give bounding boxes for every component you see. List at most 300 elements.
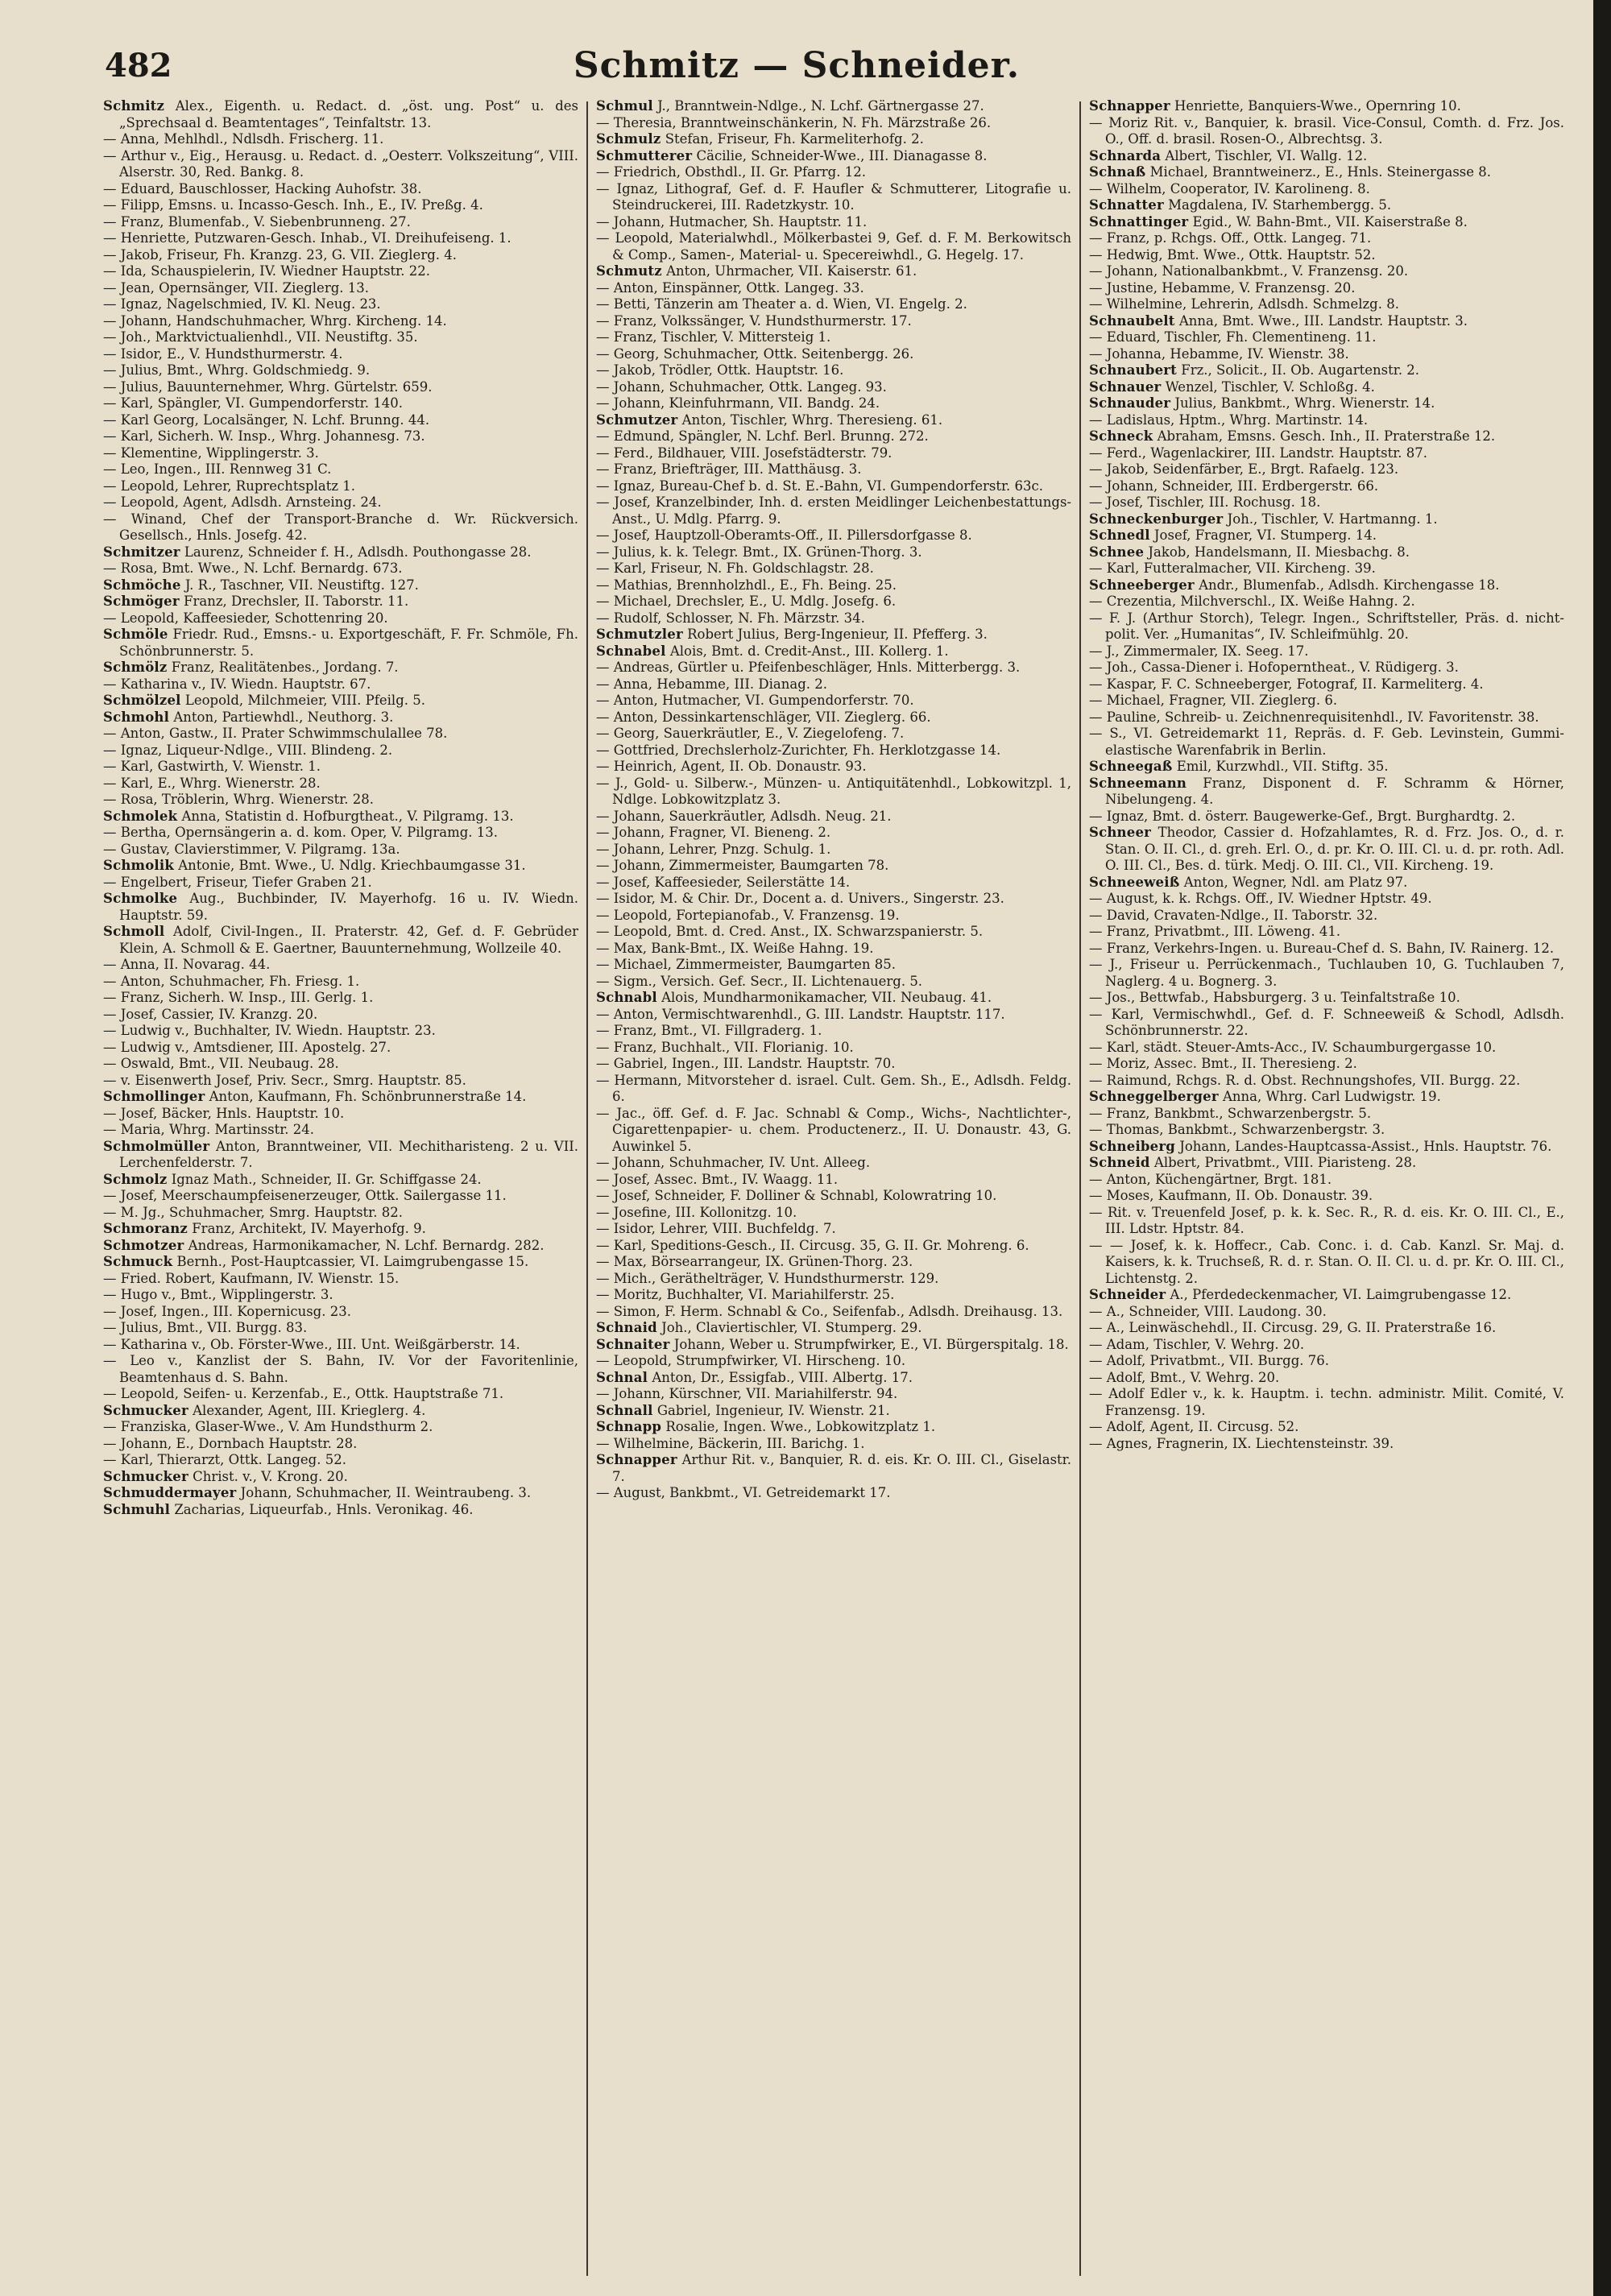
entry-text: — Simon, F. Herm. Schnabl & Co., Seifenfab., Adlsdh. Dreihausg. 13. bbox=[596, 1303, 1063, 1319]
directory-entry bbox=[1089, 1337, 1564, 1354]
entry-text: — Jos., Bettwfab., Habsburgerg. 3 u. Teinfaltstraße 10. bbox=[1089, 990, 1460, 1005]
entry-text: — — Josef, k. k. Hoffecr., Cab. Conc. i. d. Cab. Kanzl. Sr. Maj. d. Kaisers, k. k. Truchseß, R. d. r. Stan. O. II. Cl. u. d. pr. Kr. O. III. Cl., Lichtenstg. 2. bbox=[1089, 1237, 1564, 1286]
directory-entry bbox=[103, 148, 578, 181]
entry-surname: Schmolek bbox=[103, 808, 178, 824]
directory-entry bbox=[596, 941, 1071, 958]
directory-entry bbox=[1089, 412, 1564, 429]
entry-text: Franz, Architekt, IV. Mayerhofg. 9. bbox=[192, 1221, 426, 1236]
directory-entry bbox=[103, 577, 578, 594]
directory-entry bbox=[1089, 478, 1564, 495]
entry-surname: Schnapper bbox=[1089, 98, 1170, 114]
directory-entry bbox=[103, 1056, 578, 1073]
directory-entry bbox=[596, 230, 1071, 263]
directory-entry bbox=[103, 858, 578, 875]
entry-text: Gabriel, Ingenieur, IV. Wienstr. 21. bbox=[656, 1402, 890, 1418]
entry-text: Aug., Buchbinder, IV. Mayerhofg. 16 u. IV. Wiedn. Hauptstr. 59. bbox=[119, 891, 578, 923]
directory-entry bbox=[103, 759, 578, 776]
entry-text: — Georg, Sauerkräutler, E., V. Ziegelofeng. 7. bbox=[596, 726, 905, 741]
entry-text: — Leopold, Fortepianofab., V. Franzensg. 19. bbox=[596, 907, 900, 923]
directory-entry bbox=[103, 1337, 578, 1354]
entry-text: — Katharina v., Ob. Förster-Wwe., III. Unt. Weißgärberstr. 14. bbox=[103, 1336, 520, 1352]
directory-entry bbox=[1089, 1073, 1564, 1090]
directory-entry bbox=[596, 131, 1071, 148]
entry-text: — J., Zimmermaler, IX. Seeg. 17. bbox=[1089, 643, 1309, 659]
entry-surname: Schmölz bbox=[103, 660, 168, 675]
entry-text: — Jakob, Friseur, Fh. Kranzg. 23, G. VII. Zieglerg. 4. bbox=[103, 246, 458, 263]
directory-entry bbox=[596, 1023, 1071, 1040]
directory-entry bbox=[103, 98, 578, 131]
column-middle bbox=[596, 98, 1071, 2281]
directory-entry bbox=[103, 263, 578, 280]
entry-surname: Schneck bbox=[1089, 428, 1153, 444]
directory-entry bbox=[1089, 776, 1564, 809]
entry-text: Joh., Tischler, V. Hartmanng. 1. bbox=[1227, 511, 1438, 527]
directory-entry bbox=[103, 247, 578, 264]
directory-entry bbox=[1089, 230, 1564, 247]
entry-text: — Johann, Schuhmacher, Ottk. Langeg. 93. bbox=[596, 379, 887, 395]
entry-text: Alois, Mundharmonikamacher, VII. Neubaug. 41. bbox=[661, 990, 992, 1005]
entry-text: — Max, Bank-Bmt., IX. Weiße Hahng. 19. bbox=[596, 940, 874, 956]
directory-entry bbox=[1089, 445, 1564, 462]
directory-columns bbox=[103, 98, 1577, 2281]
directory-entry bbox=[596, 1155, 1071, 1172]
entry-text: — Anton, Küchengärtner, Brgt. 181. bbox=[1089, 1171, 1332, 1187]
entry-text: — Wilhelmine, Bäckerin, III. Barichg. 1. bbox=[596, 1435, 865, 1451]
entry-surname: Schnaubert bbox=[1089, 362, 1177, 378]
entry-text: Robert Julius, Berg-Ingenieur, II. Pfefferg. 3. bbox=[687, 627, 988, 642]
entry-text: — Johann, Hutmacher, Sh. Hauptstr. 11. bbox=[596, 213, 868, 230]
entry-text: — A., Leinwäschehdl., II. Circusg. 29, G. II. Praterstraße 16. bbox=[1089, 1320, 1497, 1335]
entry-text: Michael, Branntweinerz., E., Hnls. Steinergasse 8. bbox=[1149, 164, 1492, 180]
entry-text: — Hermann, Mitvorsteher d. israel. Cult. Gem. Sh., E., Adlsdh. Feldg. 6. bbox=[596, 1072, 1071, 1104]
entry-text: — Rudolf, Schlosser, N. Fh. Märzstr. 34. bbox=[596, 610, 865, 626]
directory-entry bbox=[1089, 313, 1564, 330]
column-divider bbox=[586, 101, 588, 2276]
directory-entry bbox=[596, 1056, 1071, 1073]
entry-text: — Franz, Verkehrs-Ingen. u. Bureau-Chef d. S. Bahn, IV. Rainerg. 12. bbox=[1089, 940, 1555, 956]
directory-entry bbox=[1089, 148, 1564, 165]
entry-text: — Leopold, Bmt. d. Cred. Anst., IX. Schwarzspanierstr. 5. bbox=[596, 924, 984, 939]
directory-entry bbox=[1089, 1007, 1564, 1040]
directory-entry bbox=[103, 1188, 578, 1205]
entry-surname: Schmucker bbox=[103, 1402, 188, 1418]
entry-text: — Eduard, Tischler, Fh. Clementineng. 11. bbox=[1089, 329, 1377, 345]
entry-text: Antonie, Bmt. Wwe., U. Ndlg. Kriechbaumgasse 31. bbox=[178, 858, 526, 873]
entry-text: — Rosa, Bmt. Wwe., N. Lchf. Bernardg. 673. bbox=[103, 561, 403, 576]
entry-text: — Jean, Opernsänger, VII. Zieglerg. 13. bbox=[103, 279, 369, 296]
directory-entry bbox=[596, 610, 1071, 627]
entry-text: — Franz, Bmt., VI. Fillgraderg. 1. bbox=[596, 1023, 822, 1038]
directory-entry bbox=[1089, 990, 1564, 1007]
directory-entry bbox=[1089, 1304, 1564, 1321]
directory-entry bbox=[103, 875, 578, 892]
entry-text: — Filipp, Emsns. u. Incasso-Gesch. Inh., E., IV. Preßg. 4. bbox=[103, 197, 483, 213]
entry-surname: Schnauder bbox=[1089, 395, 1171, 411]
entry-text: — Anton, Schuhmacher, Fh. Friesg. 1. bbox=[103, 973, 360, 989]
page-number: 482 bbox=[105, 47, 172, 85]
directory-entry bbox=[596, 1304, 1071, 1321]
directory-entry bbox=[1089, 709, 1564, 726]
entry-text: — J., Gold- u. Silberw.-, Münzen- u. Antiquitätenhdl., Lobkowitzpl. 1, Ndlge. Lobkowitzplatz 3. bbox=[596, 775, 1071, 807]
entry-text: — Josef, Meerschaumpfeisenerzeuger, Ottk. Sailergasse 11. bbox=[103, 1188, 507, 1203]
directory-entry bbox=[596, 148, 1071, 165]
directory-entry bbox=[103, 1089, 578, 1106]
entry-surname: Schmul bbox=[596, 98, 653, 114]
directory-entry bbox=[596, 478, 1071, 495]
entry-text: Anton, Kaufmann, Fh. Schönbrunnerstraße 14. bbox=[209, 1089, 527, 1104]
directory-entry bbox=[1089, 428, 1564, 445]
directory-entry bbox=[596, 676, 1071, 693]
entry-text: — Adolf Edler v., k. k. Hauptm. i. techn. administr. Milit. Comité, V. Franzensg. 19. bbox=[1089, 1386, 1564, 1418]
entry-surname: Schmoranz bbox=[103, 1221, 188, 1236]
entry-text: — Adolf, Agent, II. Circusg. 52. bbox=[1089, 1419, 1299, 1434]
entry-text: — Gustav, Clavierstimmer, V. Pilgramg. 13a. bbox=[103, 841, 400, 857]
directory-entry bbox=[1089, 594, 1564, 610]
entry-text: — Gottfried, Drechslerholz-Zurichter, Fh. Herklotzgasse 14. bbox=[596, 742, 1001, 758]
directory-entry bbox=[596, 660, 1071, 676]
directory-entry bbox=[596, 743, 1071, 759]
directory-entry bbox=[103, 809, 578, 825]
entry-surname: Schmuddermayer bbox=[103, 1485, 237, 1500]
directory-entry bbox=[103, 1073, 578, 1090]
directory-entry bbox=[1089, 1155, 1564, 1172]
directory-entry bbox=[596, 842, 1071, 858]
entry-text: J., Branntwein-Ndlge., N. Lchf. Gärtnergasse 27. bbox=[657, 98, 984, 114]
entry-text: — Raimund, Rchgs. R. d. Obst. Rechnungshofes, VII. Burgg. 22. bbox=[1089, 1072, 1521, 1088]
entry-text: — Leopold, Kaffeesieder, Schottenring 20. bbox=[103, 610, 388, 626]
entry-text: — Hedwig, Bmt. Wwe., Ottk. Hauptstr. 52. bbox=[1089, 246, 1376, 263]
directory-entry bbox=[103, 1238, 578, 1255]
directory-entry bbox=[1089, 1320, 1564, 1337]
entry-text: — Fried. Robert, Kaufmann, IV. Wienstr. 15. bbox=[103, 1270, 400, 1286]
entry-surname: Schnauer bbox=[1089, 379, 1162, 395]
entry-text: Franz, Drechsler, II. Taborstr. 11. bbox=[184, 594, 409, 609]
entry-text: — Ludwig v., Amtsdiener, III. Apostelg. 27. bbox=[103, 1039, 391, 1055]
running-head: Schmitz — Schneider. bbox=[573, 45, 1021, 86]
entry-text: — Franz, Volkssänger, V. Hundsthurmerstr. 17. bbox=[596, 312, 912, 329]
directory-entry bbox=[596, 263, 1071, 280]
entry-text: — Julius, Bmt., Whrg. Goldschmiedg. 9. bbox=[103, 362, 371, 378]
entry-text: — Adolf, Privatbmt., VII. Burgg. 76. bbox=[1089, 1353, 1330, 1368]
entry-text: — Franz, Privatbmt., III. Löweng. 41. bbox=[1089, 924, 1341, 939]
entry-text: A., Pferdedeckenmacher, VI. Laimgrubengasse 12. bbox=[1170, 1287, 1512, 1302]
entry-text: — Anton, Gastw., II. Prater Schwimmschulallee 78. bbox=[103, 726, 448, 741]
entry-text: — Karl, Vermischwhdl., Gef. d. F. Schneeweiß & Schodl, Adlsdh. Schönbrunnerstr. 22. bbox=[1089, 1006, 1564, 1038]
directory-entry bbox=[103, 1007, 578, 1024]
entry-text: — Karl, E., Whrg. Wienerstr. 28. bbox=[103, 775, 321, 791]
directory-entry bbox=[103, 1205, 578, 1222]
directory-entry bbox=[596, 1485, 1071, 1502]
entry-text: — Ladislaus, Hptm., Whrg. Martinstr. 14. bbox=[1089, 412, 1369, 428]
entry-surname: Schmutzer bbox=[596, 412, 678, 428]
entry-surname: Schnattinger bbox=[1089, 213, 1189, 230]
directory-entry bbox=[596, 1271, 1071, 1288]
entry-text: Josef, Fragner, VI. Stumperg. 14. bbox=[1153, 527, 1377, 543]
directory-entry bbox=[596, 1386, 1071, 1403]
directory-entry bbox=[1089, 1172, 1564, 1189]
entry-text: — Josef, Cassier, IV. Kranzg. 20. bbox=[103, 1006, 318, 1022]
entry-text: Anton, Uhrmacher, VII. Kaiserstr. 61. bbox=[666, 263, 917, 279]
directory-entry bbox=[596, 1337, 1071, 1354]
entry-text: — v. Eisenwerth Josef, Priv. Secr., Smrg. Hauptstr. 85. bbox=[103, 1072, 466, 1088]
directory-entry bbox=[596, 379, 1071, 396]
directory-entry bbox=[103, 610, 578, 627]
directory-entry bbox=[596, 494, 1071, 527]
entry-surname: Schmutz bbox=[596, 263, 662, 279]
entry-surname: Schneckenburger bbox=[1089, 511, 1224, 527]
entry-text: Johann, Landes-Hauptcassa-Assist., Hnls. Hauptstr. 76. bbox=[1179, 1138, 1552, 1154]
directory-entry bbox=[103, 1023, 578, 1040]
directory-entry bbox=[103, 346, 578, 363]
entry-surname: Schneegaß bbox=[1089, 759, 1173, 774]
entry-text: Wenzel, Tischler, V. Schloßg. 4. bbox=[1165, 379, 1375, 395]
entry-text: Anton, Branntweiner, VII. Mechitharisteng. 2 u. VII. Lerchenfelderstr. 7. bbox=[119, 1138, 578, 1170]
entry-text: — Anton, Dessinkartenschläger, VII. Zieglerg. 66. bbox=[596, 709, 931, 725]
directory-entry bbox=[596, 296, 1071, 313]
directory-entry bbox=[103, 792, 578, 809]
entry-text: — Theresia, Branntweinschänkerin, N. Fh. Märzstraße 26. bbox=[596, 114, 992, 130]
entry-text: — Henriette, Putzwaren-Gesch. Inhab., VI. Dreihufeiseng. 1. bbox=[103, 230, 511, 246]
entry-text: — Karl Georg, Localsänger, N. Lchf. Brunng. 44. bbox=[103, 412, 430, 428]
directory-entry bbox=[103, 743, 578, 759]
directory-entry bbox=[1089, 1188, 1564, 1205]
entry-text: — Rosa, Tröblerin, Whrg. Wienerstr. 28. bbox=[103, 792, 375, 807]
entry-text: Ignaz Math., Schneider, II. Gr. Schiffgasse 24. bbox=[171, 1171, 482, 1187]
directory-entry bbox=[1089, 726, 1564, 759]
directory-entry bbox=[1089, 825, 1564, 875]
entry-text: — Sigm., Versich. Gef. Secr., II. Lichtenauerg. 5. bbox=[596, 973, 923, 989]
entry-surname: Schmulz bbox=[596, 131, 661, 147]
entry-surname: Schmöche bbox=[103, 577, 181, 593]
directory-entry bbox=[1089, 1139, 1564, 1156]
directory-entry bbox=[1089, 577, 1564, 594]
directory-entry bbox=[596, 445, 1071, 462]
column-left bbox=[103, 98, 578, 2281]
entry-text: Franz, Disponent d. F. Schramm & Hörner, Nibelungeng. 4. bbox=[1105, 775, 1564, 807]
entry-text: — Agnes, Fragnerin, IX. Liechtensteinstr. 39. bbox=[1089, 1435, 1394, 1451]
directory-entry bbox=[596, 561, 1071, 577]
entry-text: — Karl, Sicherh. W. Insp., Whrg. Johannesg. 73. bbox=[103, 428, 425, 444]
directory-entry bbox=[1089, 1056, 1564, 1073]
directory-entry bbox=[103, 1353, 578, 1386]
directory-entry bbox=[596, 875, 1071, 892]
entry-surname: Schmohl bbox=[103, 709, 170, 725]
entry-text: — Leo v., Kanzlist der S. Bahn, IV. Vor der Favoritenlinie, Beamtenhaus d. S. Bahn. bbox=[103, 1353, 578, 1385]
directory-entry bbox=[1089, 809, 1564, 825]
entry-surname: Schmolmüller bbox=[103, 1138, 210, 1154]
directory-entry bbox=[103, 676, 578, 693]
directory-entry bbox=[596, 891, 1071, 908]
directory-entry bbox=[103, 181, 578, 198]
directory-entry bbox=[103, 197, 578, 214]
entry-text: Andreas, Harmonikamacher, N. Lchf. Bernardg. 282. bbox=[188, 1237, 545, 1253]
entry-surname: Schnapp bbox=[596, 1419, 662, 1434]
entry-text: Julius, Bankbmt., Whrg. Wienerstr. 14. bbox=[1174, 395, 1435, 411]
entry-surname: Schmöger bbox=[103, 594, 180, 609]
directory-entry bbox=[596, 214, 1071, 231]
entry-surname: Schnapper bbox=[596, 1452, 677, 1467]
directory-entry bbox=[103, 1254, 578, 1271]
directory-entry bbox=[103, 561, 578, 577]
page-header bbox=[0, 42, 1593, 90]
directory-entry bbox=[1089, 329, 1564, 346]
entry-text: Anton, Tischler, Whrg. Theresieng. 61. bbox=[681, 412, 943, 428]
directory-entry bbox=[596, 329, 1071, 346]
entry-surname: Schnee bbox=[1089, 544, 1145, 560]
directory-entry bbox=[103, 1221, 578, 1238]
entry-text: Leopold, Milchmeier, VIII. Pfeilg. 5. bbox=[184, 693, 425, 708]
directory-entry bbox=[596, 1419, 1071, 1436]
entry-text: Johann, Schuhmacher, II. Weintraubeng. 3. bbox=[240, 1485, 532, 1500]
directory-entry bbox=[1089, 1040, 1564, 1057]
directory-entry bbox=[596, 1106, 1071, 1156]
directory-entry bbox=[103, 709, 578, 726]
entry-text: Anna, Bmt. Wwe., III. Landstr. Hauptstr. 3. bbox=[1178, 312, 1468, 329]
entry-text: — Anna, Mehlhdl., Ndlsdh. Frischerg. 11. bbox=[103, 131, 384, 147]
entry-surname: Schmöle bbox=[103, 627, 168, 642]
directory-entry bbox=[1089, 1386, 1564, 1419]
directory-entry bbox=[1089, 296, 1564, 313]
entry-text: — Josef, Kranzelbinder, Inh. d. ersten Meidlinger Leichenbestattungs-Anst., U. Mdlg. Pfarrg. 9. bbox=[596, 494, 1071, 527]
entry-text: — Franziska, Glaser-Wwe., V. Am Hundsthurm 2. bbox=[103, 1419, 433, 1434]
directory-entry bbox=[103, 1403, 578, 1420]
directory-entry bbox=[103, 1122, 578, 1139]
directory-entry bbox=[103, 842, 578, 858]
entry-text: Arthur Rit. v., Banquier, R. d. eis. Kr. O. III. Cl., Giselastr. 7. bbox=[612, 1452, 1071, 1484]
entry-text: — Josef, Schneider, F. Dolliner & Schnabl, Kolowratring 10. bbox=[596, 1188, 997, 1203]
directory-entry bbox=[1089, 527, 1564, 544]
directory-entry bbox=[103, 494, 578, 511]
directory-entry bbox=[596, 115, 1071, 132]
directory-entry bbox=[103, 313, 578, 330]
entry-text: — Franz, Buchhalt., VII. Florianig. 10. bbox=[596, 1039, 854, 1055]
entry-text: — Bertha, Opernsängerin a. d. kom. Oper, V. Pilgramg. 13. bbox=[103, 825, 499, 840]
directory-entry bbox=[596, 362, 1071, 379]
directory-entry bbox=[596, 990, 1071, 1007]
entry-text: — Ludwig v., Buchhalter, IV. Wiedn. Hauptstr. 23. bbox=[103, 1023, 436, 1038]
entry-text: — Klementine, Wipplingerstr. 3. bbox=[103, 445, 319, 461]
directory-entry bbox=[103, 1419, 578, 1436]
entry-text: — Franz, Tischler, V. Mittersteig 1. bbox=[596, 329, 831, 345]
entry-text: — S., VI. Getreidemarkt 11, Repräs. d. F. Geb. Levinstein, Gummi-elastische Warenfabrik in Berlin. bbox=[1089, 726, 1564, 758]
directory-entry bbox=[596, 1188, 1071, 1205]
directory-entry bbox=[103, 627, 578, 660]
entry-surname: Schnaid bbox=[596, 1320, 657, 1335]
directory-entry bbox=[596, 1073, 1071, 1106]
directory-entry bbox=[103, 1469, 578, 1486]
entry-text: — Franz, Briefträger, III. Matthäusg. 3. bbox=[596, 461, 862, 477]
directory-entry bbox=[1089, 941, 1564, 958]
entry-text: — M. Jg., Schuhmacher, Smrg. Hauptstr. 82. bbox=[103, 1204, 403, 1220]
entry-text: — Katharina v., IV. Wiedn. Hauptstr. 67. bbox=[103, 676, 371, 692]
entry-text: Johann, Weber u. Strumpfwirker, E., VI. Bürgerspitalg. 18. bbox=[673, 1336, 1069, 1352]
entry-text: — Joh., Cassa-Diener i. Hofoperntheat., V. Rüdigerg. 3. bbox=[1089, 660, 1459, 675]
directory-entry bbox=[103, 1452, 578, 1469]
directory-entry bbox=[596, 346, 1071, 363]
entry-text: Anna, Statistin d. Hofburgtheat., V. Pilgramg. 13. bbox=[181, 808, 514, 824]
directory-entry bbox=[596, 924, 1071, 941]
directory-entry bbox=[103, 461, 578, 478]
entry-text: — Karl, Thierarzt, Ottk. Langeg. 52. bbox=[103, 1452, 346, 1467]
directory-entry bbox=[103, 362, 578, 379]
entry-text: Bernh., Post-Hauptcassier, VI. Laimgrubengasse 15. bbox=[176, 1254, 529, 1269]
directory-entry bbox=[103, 445, 578, 462]
entry-surname: Schnabel bbox=[596, 643, 666, 659]
directory-entry bbox=[103, 1139, 578, 1172]
directory-entry bbox=[596, 1452, 1071, 1485]
directory-entry bbox=[596, 643, 1071, 660]
directory-entry bbox=[1089, 197, 1564, 214]
entry-text: — Josef, Hauptzoll-Oberamts-Off., II. Pillersdorfgasse 8. bbox=[596, 527, 972, 543]
directory-entry bbox=[103, 1320, 578, 1337]
entry-text: — Jakob, Seidenfärber, E., Brgt. Rafaelg. 123. bbox=[1089, 461, 1399, 477]
entry-surname: Schmutzler bbox=[596, 627, 683, 642]
entry-text: — Betti, Tänzerin am Theater a. d. Wien, VI. Engelg. 2. bbox=[596, 296, 967, 312]
directory-entry bbox=[1089, 494, 1564, 511]
entry-text: — Julius, k. k. Telegr. Bmt., IX. Grünen-Thorg. 3. bbox=[596, 544, 922, 560]
entry-text: — Karl, Speditions-Gesch., II. Circusg. 35, G. II. Gr. Mohreng. 6. bbox=[596, 1237, 1029, 1253]
entry-text: — Hugo v., Bmt., Wipplingerstr. 3. bbox=[103, 1287, 333, 1302]
entry-text: Joh., Claviertischler, VI. Stumperg. 29. bbox=[661, 1320, 922, 1335]
entry-text: — Pauline, Schreib- u. Zeichnenrequisitenhdl., IV. Favoritenstr. 38. bbox=[1089, 709, 1539, 725]
entry-text: — Max, Börsearrangeur, IX. Grünen-Thorg. 23. bbox=[596, 1254, 913, 1269]
entry-text: Adolf, Civil-Ingen., II. Praterstr. 42, Gef. d. F. Gebrüder Klein, A. Schmoll & E. Gaertner, Bauunternehmung, Wollzeile 40. bbox=[119, 924, 578, 956]
directory-entry bbox=[1089, 759, 1564, 776]
entry-text: — Karl, städt. Steuer-Amts-Acc., IV. Schaumburgergasse 10. bbox=[1089, 1039, 1497, 1055]
directory-entry bbox=[1089, 1122, 1564, 1139]
directory-entry bbox=[1089, 1353, 1564, 1370]
directory-entry bbox=[596, 1172, 1071, 1189]
entry-surname: Schnaiter bbox=[596, 1336, 670, 1352]
entry-surname: Schnatter bbox=[1089, 197, 1164, 213]
entry-text: — Gabriel, Ingen., III. Landstr. Hauptstr. 70. bbox=[596, 1056, 896, 1071]
directory-entry bbox=[596, 1287, 1071, 1304]
entry-text: — Karl, Spängler, VI. Gumpendorferstr. 140. bbox=[103, 395, 403, 411]
entry-surname: Schnedl bbox=[1089, 527, 1150, 543]
entry-text: — Engelbert, Friseur, Tiefer Graben 21. bbox=[103, 874, 372, 890]
directory-entry bbox=[103, 478, 578, 495]
directory-entry bbox=[1089, 693, 1564, 709]
directory-entry bbox=[596, 974, 1071, 991]
directory-entry bbox=[596, 759, 1071, 776]
entry-text: — Johann, Schneider, III. Erdbergerstr. 66. bbox=[1089, 478, 1379, 494]
directory-entry bbox=[1089, 660, 1564, 676]
directory-entry bbox=[103, 594, 578, 610]
directory-entry bbox=[1089, 610, 1564, 643]
directory-entry bbox=[596, 776, 1071, 809]
directory-entry bbox=[596, 825, 1071, 842]
directory-entry bbox=[103, 329, 578, 346]
entry-text: J. R., Taschner, VII. Neustiftg. 127. bbox=[184, 577, 419, 593]
entry-surname: Schmitz bbox=[103, 98, 165, 114]
entry-text: — Julius, Bauunternehmer, Whrg. Gürtelstr. 659. bbox=[103, 379, 433, 395]
directory-entry bbox=[103, 1436, 578, 1453]
directory-entry bbox=[1089, 461, 1564, 478]
entry-text: — Wilhelmine, Lehrerin, Adlsdh. Schmelzg. 8. bbox=[1089, 296, 1399, 312]
directory-entry bbox=[596, 908, 1071, 925]
entry-text: — Moritz, Buchhalter, VI. Mariahilferstr. 25. bbox=[596, 1287, 895, 1302]
directory-entry bbox=[103, 214, 578, 231]
directory-entry bbox=[103, 726, 578, 743]
entry-surname: Schneider bbox=[1089, 1287, 1166, 1302]
directory-entry bbox=[1089, 181, 1564, 198]
directory-entry bbox=[1089, 891, 1564, 908]
entry-text: — Anton, Hutmacher, VI. Gumpendorferstr. 70. bbox=[596, 693, 914, 708]
entry-text: — Edmund, Spängler, N. Lchf. Berl. Brunng. 272. bbox=[596, 428, 929, 444]
entry-text: — Johann, Sauerkräutler, Adlsdh. Neug. 21. bbox=[596, 808, 892, 824]
entry-text: — Kaspar, F. C. Schneeberger, Fotograf, II. Karmeliterg. 4. bbox=[1089, 676, 1484, 692]
entry-text: — Justine, Hebamme, V. Franzensg. 20. bbox=[1089, 279, 1356, 296]
